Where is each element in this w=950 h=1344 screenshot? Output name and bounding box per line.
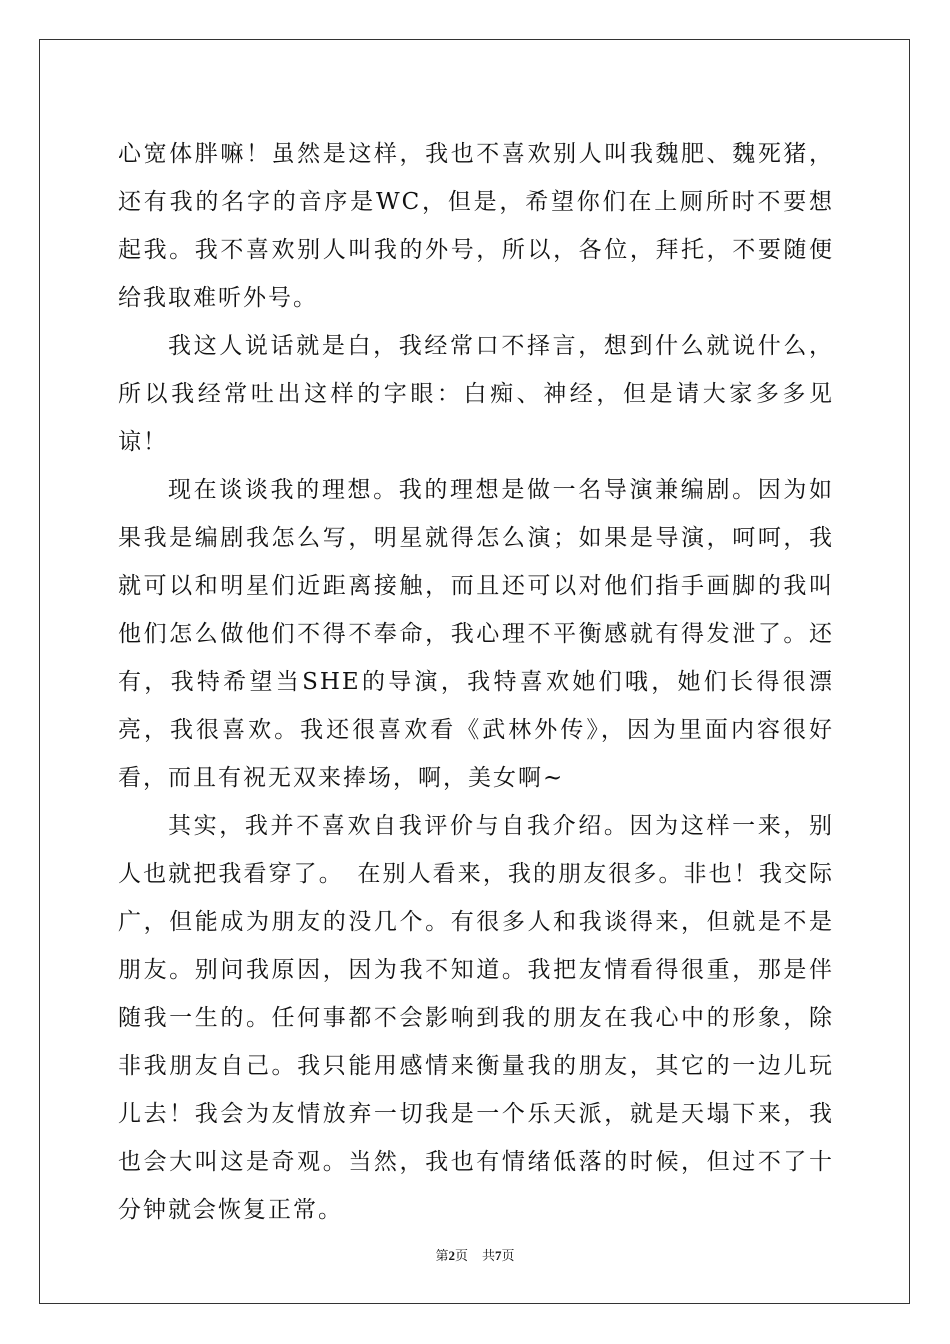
total-pages: 7 bbox=[495, 1248, 502, 1263]
page-footer bbox=[0, 1247, 950, 1266]
paragraph-4: 其实，我并不喜欢自我评价与自我介绍。因为这样一来，别人也就把我看穿了。 在别人看来，我的朋友很多。非也！我交际广，但能成为朋友的没几个。有很多人和我谈得来，但就是不是朋友。别问我原因，因为我不知道。我把友情看得很重，那是伴随我一生的。任何事都不会影响到我的朋友在我心中的形象，除非我朋友自己。我只能用感情来衡量我的朋友，其它的一边儿玩儿去！我会为友情放弃一切我是一个乐天派，就是天塌下来，我也会大叫这是奇观。当然，我也有情绪低落的时候，但过不了十分钟就会恢复正常。 bbox=[118, 813, 834, 1223]
total-prefix: 共 bbox=[482, 1249, 496, 1264]
document-body bbox=[118, 130, 834, 1234]
total-suffix: 页 bbox=[501, 1249, 515, 1264]
page-number: 2 bbox=[448, 1248, 455, 1263]
page-suffix: 页 bbox=[454, 1249, 468, 1264]
paragraph-2: 我这人说话就是白，我经常口不择言，想到什么就说什么，所以我经常吐出这样的字眼：白痴、神经，但是请大家多多见谅！ bbox=[118, 333, 834, 455]
page-prefix: 第 bbox=[435, 1249, 449, 1264]
paragraph-1: 心宽体胖嘛！虽然是这样，我也不喜欢别人叫我魏肥、魏死猪，还有我的名字的音序是WC，但是，希望你们在上厕所时不要想起我。我不喜欢别人叫我的外号，所以，各位，拜托，不要随便给我取难听外号。 bbox=[118, 141, 834, 311]
paragraph-3: 现在谈谈我的理想。我的理想是做一名导演兼编剧。因为如果我是编剧我怎么写，明星就得怎么演；如果是导演，呵呵，我就可以和明星们近距离接触，而且还可以对他们指手画脚的我叫他们怎么做他们不得不奉命，我心理不平衡感就有得发泄了。还有，我特希望当SHE的导演，我特喜欢她们哦，她们长得很漂亮，我很喜欢。我还很喜欢看《武林外传》，因为里面内容很好看，而且有祝无双来捧场，啊，美女啊~ bbox=[118, 477, 834, 791]
